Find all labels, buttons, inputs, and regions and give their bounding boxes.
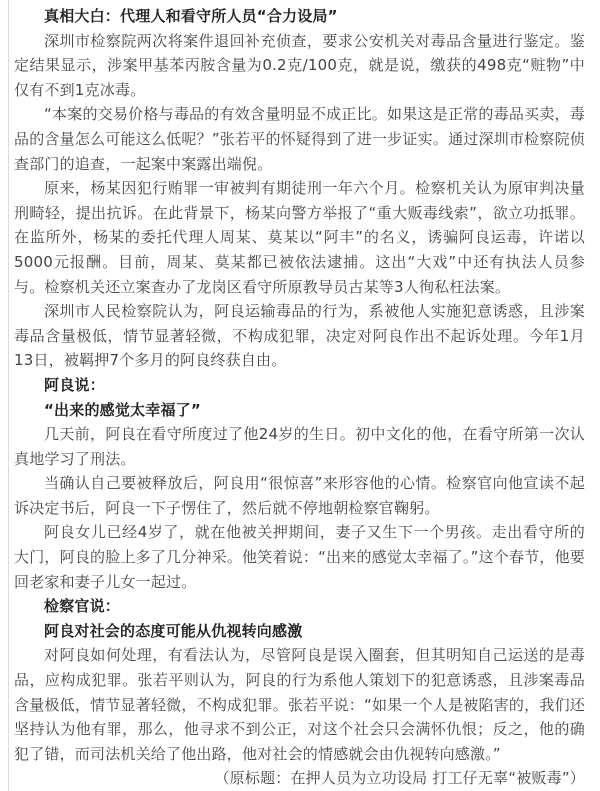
article-paragraph: 对阿良如何处理，有看法认为，尽管阿良是误入圈套，但其明知自己运送的是毒品，应构成犯罪。张若平则认为，阿良的行为系他人策划下的犯意诱惑，且涉案毒品含量极低，情节显著轻微，不构成犯罪。张若平说：“如果一个人是被陷害的，我们还坚持认为他有罪，那么，他寻求不到公正，对这个社会只会满怀仇恨；反之，他的确犯了错，而司法机关给了他出路，他对社会的情感就会由仇视转向感激。”: [14, 646, 585, 763]
source-note: （原标题：在押人员为立功设局 打工仔无辜“被贩毒”）: [214, 769, 585, 788]
article-body: [8, 0, 600, 791]
section-heading: 检察官说：: [44, 597, 121, 616]
article-paragraph: “本案的交易价格与毒品的有效含量明显不成正比。如果这是正常的毒品买卖，毒品的含量怎么可能这么低呢？”张若平的怀疑得到了进一步证实。通过深圳市检察院侦查部门的追查，一起案中案露出端倪。: [14, 105, 585, 173]
section-heading: “出来的感觉太幸福了”: [44, 400, 201, 419]
section-heading: 阿良说：: [44, 375, 105, 394]
section-heading: 阿良对社会的态度可能从仇视转向感激: [44, 621, 303, 640]
article-paragraph: 深圳市检察院两次将案件退回补充侦查，要求公安机关对毒品含量进行鉴定。鉴定结果显示，涉案甲基苯丙胺含量为0.2克/100克，就是说，缴获的498克“赃物”中仅有不到1克冰毒。: [14, 31, 585, 99]
article-paragraph: 阿良女儿已经4岁了，就在他被关押期间，妻子又生下一个男孩。走出看守所的大门，阿良的脸上多了几分神采。他笑着说：“出来的感觉太幸福了。”这个春节，他要回老家和妻子儿女一起过。: [14, 523, 585, 591]
article-paragraph: 当确认自己要被释放后，阿良用“很惊喜”来形容他的心情。检察官向他宣读不起诉决定书后，阿良一下子愣住了，然后就不停地朝检察官鞠躬。: [14, 474, 585, 517]
article-paragraph: 深圳市人民检察院认为，阿良运输毒品的行为，系被他人实施犯意诱惑，且涉案毒品含量极低，情节显著轻微，不构成犯罪，决定对阿良作出不起诉处理。今年1月13日，被羁押7个多月的阿良终获自由。: [14, 302, 585, 370]
section-heading: 真相大白：代理人和看守所人员“合力设局”: [44, 7, 338, 25]
article-paragraph: 原来，杨某因犯行贿罪一审被判有期徒刑一年六个月。检察机关认为原审判决量刑畸轻，提出抗诉。在此背景下，杨某向警方举报了“重大贩毒线索”，欲立功抵罪。在监所外，杨某的委托代理人周某、莫某以“阿丰”的名义，诱骗阿良运毒，许诺以5000元报酬。目前，周某、莫某都已被依法逮捕。这出“大戏”中还有执法人员参与。检察机关还立案查办了龙岗区看守所原教导员古某等3人徇私枉法案。: [14, 179, 585, 296]
article-paragraph: 几天前，阿良在看守所度过了他24岁的生日。初中文化的他，在看守所第一次认真地学习了刑法。: [14, 425, 585, 468]
